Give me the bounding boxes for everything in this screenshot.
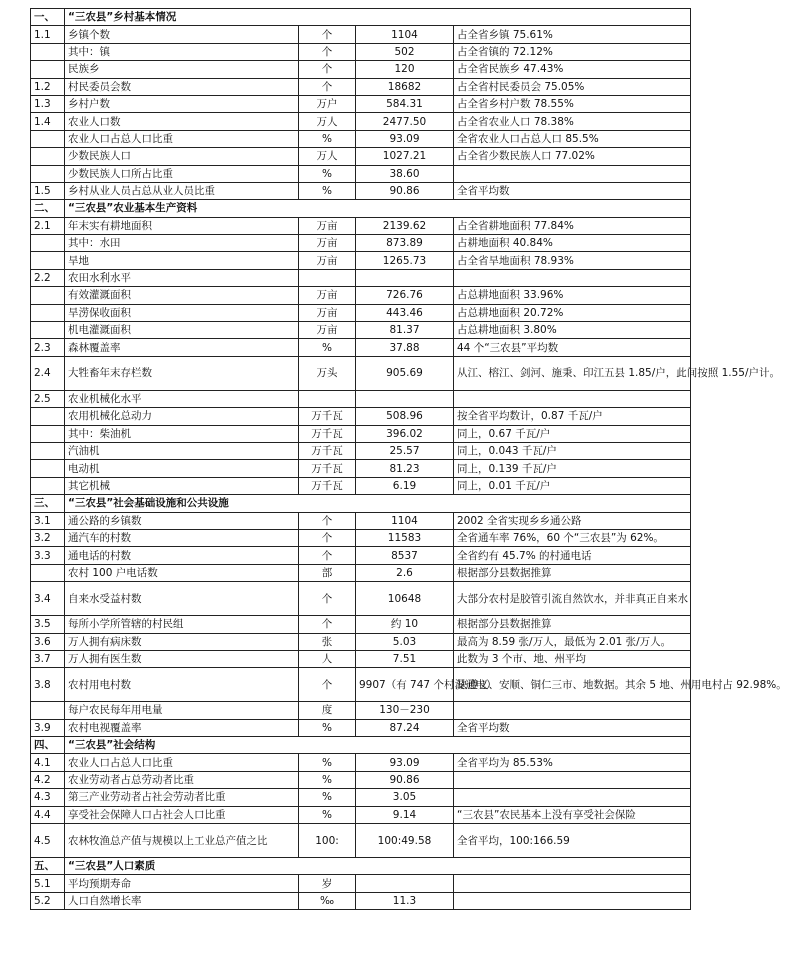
table-row [31, 339, 691, 356]
item-name: 自来水受益村数 [65, 582, 299, 616]
item-name: 通电话的村数 [65, 547, 299, 564]
value-cell: 9907（有 747 个村没通电） [356, 668, 454, 702]
item-code: 4.4 [31, 806, 65, 823]
table-row [31, 771, 691, 788]
unit-cell: 个 [299, 61, 356, 78]
value-cell [356, 390, 454, 407]
note-cell: 此数为 3 个市、地、州平均 [454, 650, 691, 667]
table-row [31, 61, 691, 78]
section-header-row [31, 495, 691, 512]
value-cell: 584.31 [356, 95, 454, 112]
unit-cell: % [299, 754, 356, 771]
table-row [31, 892, 691, 909]
item-code: 3.1 [31, 512, 65, 529]
item-name: 少数民族人口 [65, 148, 299, 165]
unit-cell: % [299, 339, 356, 356]
item-code: 3.6 [31, 633, 65, 650]
table-row [31, 564, 691, 581]
unit-cell: 个 [299, 26, 356, 43]
table-row [31, 269, 691, 286]
unit-cell: 人 [299, 650, 356, 667]
value-cell: 90.86 [356, 771, 454, 788]
table-row [31, 287, 691, 304]
value-cell: 3.05 [356, 789, 454, 806]
table-row [31, 754, 691, 771]
item-name: 农用机械化总动力 [65, 408, 299, 425]
value-cell: 25.57 [356, 442, 454, 459]
item-code: 2.1 [31, 217, 65, 234]
item-name: 万人拥有病床数 [65, 633, 299, 650]
item-code: 1.2 [31, 78, 65, 95]
table-row [31, 806, 691, 823]
unit-cell: 个 [299, 616, 356, 633]
value-cell: 6.19 [356, 477, 454, 494]
table-row [31, 702, 691, 719]
section-title: “三农县”人口素质 [65, 858, 691, 875]
item-name: 其中：镇 [65, 43, 299, 60]
value-cell: 18682 [356, 78, 454, 95]
note-cell: 占全省民族乡 47.43% [454, 61, 691, 78]
item-code: 2.2 [31, 269, 65, 286]
note-cell: 全省平均为 85.53% [454, 754, 691, 771]
note-cell: 占全省少数民族人口 77.02% [454, 148, 691, 165]
note-cell: 大部分农村是胶管引流自然饮水，并非真正自来水 [454, 582, 691, 616]
item-name: 电动机 [65, 460, 299, 477]
item-code: 4.1 [31, 754, 65, 771]
item-name: 农村电视覆盖率 [65, 719, 299, 736]
item-code: 3.4 [31, 582, 65, 616]
table-row [31, 217, 691, 234]
table-row [31, 789, 691, 806]
note-cell: 同上，0.67 千瓦/户 [454, 425, 691, 442]
table-row [31, 529, 691, 546]
value-cell: 11.3 [356, 892, 454, 909]
note-cell: 全省平均数 [454, 182, 691, 199]
unit-cell: % [299, 771, 356, 788]
item-code [31, 287, 65, 304]
note-cell: 2002 全省实现乡乡通公路 [454, 512, 691, 529]
item-code [31, 252, 65, 269]
item-code: 3.7 [31, 650, 65, 667]
table-row [31, 78, 691, 95]
table-row [31, 322, 691, 339]
unit-cell: 万亩 [299, 322, 356, 339]
item-code: 3.2 [31, 529, 65, 546]
item-name: 农村 100 户电话数 [65, 564, 299, 581]
unit-cell: % [299, 182, 356, 199]
item-code: 3.5 [31, 616, 65, 633]
value-cell: 93.09 [356, 754, 454, 771]
table-row [31, 460, 691, 477]
item-code [31, 304, 65, 321]
section-number: 一、 [31, 9, 65, 26]
value-cell: 81.37 [356, 322, 454, 339]
item-code [31, 408, 65, 425]
item-code [31, 322, 65, 339]
value-cell: 100:49.58 [356, 824, 454, 858]
unit-cell: 度 [299, 702, 356, 719]
table-row [31, 165, 691, 182]
value-cell: 1027.21 [356, 148, 454, 165]
item-code: 2.5 [31, 390, 65, 407]
note-cell: 全省平均，100:166.59 [454, 824, 691, 858]
table-row [31, 130, 691, 147]
item-name: 农业人口占总人口比重 [65, 754, 299, 771]
unit-cell: 万亩 [299, 235, 356, 252]
item-code [31, 165, 65, 182]
item-name: 农业人口数 [65, 113, 299, 130]
note-cell [454, 269, 691, 286]
value-cell: 8537 [356, 547, 454, 564]
note-cell: 占全省乡镇 75.61% [454, 26, 691, 43]
value-cell: 约 10 [356, 616, 454, 633]
note-cell [454, 702, 691, 719]
unit-cell: 个 [299, 43, 356, 60]
item-code [31, 61, 65, 78]
table-row [31, 875, 691, 892]
item-name: 年末实有耕地面积 [65, 217, 299, 234]
unit-cell: % [299, 789, 356, 806]
table-row [31, 668, 691, 702]
item-name: 通汽车的村数 [65, 529, 299, 546]
section-title: “三农县”社会基础设施和公共设施 [65, 495, 691, 512]
note-cell: 占全省农业人口 78.38% [454, 113, 691, 130]
note-cell [454, 892, 691, 909]
item-name: 旱地 [65, 252, 299, 269]
note-cell: 全省农业人口占总人口 85.5% [454, 130, 691, 147]
item-code: 1.4 [31, 113, 65, 130]
table-row [31, 477, 691, 494]
item-name: 乡村从业人员占总从业人员比重 [65, 182, 299, 199]
unit-cell: 个 [299, 547, 356, 564]
value-cell: 87.24 [356, 719, 454, 736]
unit-cell: 个 [299, 582, 356, 616]
item-code [31, 460, 65, 477]
value-cell [356, 269, 454, 286]
note-cell: 缺遵义、安顺、铜仁三市、地数据。其余 5 地、州用电村占 92.98%。 [454, 668, 691, 702]
note-cell [454, 789, 691, 806]
item-name: 农业人口占总人口比重 [65, 130, 299, 147]
unit-cell: 万亩 [299, 252, 356, 269]
table-row [31, 408, 691, 425]
item-code: 2.3 [31, 339, 65, 356]
unit-cell: 万人 [299, 113, 356, 130]
note-cell: “三农县”农民基本上没有享受社会保险 [454, 806, 691, 823]
item-code [31, 477, 65, 494]
item-code [31, 442, 65, 459]
section-header-row [31, 9, 691, 26]
value-cell: 5.03 [356, 633, 454, 650]
item-code: 3.3 [31, 547, 65, 564]
rural-county-statistics-table [30, 8, 787, 910]
unit-cell: % [299, 165, 356, 182]
item-name: 通公路的乡镇数 [65, 512, 299, 529]
unit-cell: 万千瓦 [299, 442, 356, 459]
item-name: 汽油机 [65, 442, 299, 459]
unit-cell: 万亩 [299, 287, 356, 304]
note-cell: 全省通车率 76%，60 个“三农县”为 62%。 [454, 529, 691, 546]
item-code [31, 130, 65, 147]
unit-cell: % [299, 806, 356, 823]
unit-cell: % [299, 130, 356, 147]
item-code: 4.5 [31, 824, 65, 858]
value-cell: 130－230 [356, 702, 454, 719]
unit-cell: 100: [299, 824, 356, 858]
unit-cell: 个 [299, 78, 356, 95]
table-row [31, 148, 691, 165]
table-row [31, 824, 691, 858]
section-title: “三农县”农业基本生产资料 [65, 200, 691, 217]
note-cell: 同上，0.139 千瓦/户 [454, 460, 691, 477]
section-number: 三、 [31, 495, 65, 512]
value-cell: 10648 [356, 582, 454, 616]
item-code [31, 43, 65, 60]
item-name: 其中：水田 [65, 235, 299, 252]
note-cell: 同上，0.01 千瓦/户 [454, 477, 691, 494]
unit-cell: 个 [299, 529, 356, 546]
value-cell: 38.60 [356, 165, 454, 182]
item-name: 农业机械化水平 [65, 390, 299, 407]
unit-cell [299, 269, 356, 286]
item-name: 每所小学所管辖的村民组 [65, 616, 299, 633]
value-cell: 81.23 [356, 460, 454, 477]
item-code: 1.1 [31, 26, 65, 43]
item-name: 村民委员会数 [65, 78, 299, 95]
table-row [31, 390, 691, 407]
note-cell [454, 875, 691, 892]
item-code [31, 235, 65, 252]
item-name: 农林牧渔总产值与规模以上工业总产值之比 [65, 824, 299, 858]
section-title: “三农县”乡村基本情况 [65, 9, 691, 26]
item-code: 3.9 [31, 719, 65, 736]
unit-cell: 万户 [299, 95, 356, 112]
unit-cell: 岁 [299, 875, 356, 892]
value-cell: 11583 [356, 529, 454, 546]
item-name: 农业劳动者占总劳动者比重 [65, 771, 299, 788]
item-code: 4.3 [31, 789, 65, 806]
value-cell [356, 875, 454, 892]
table-row [31, 547, 691, 564]
note-cell: 占全省村民委员会 75.05% [454, 78, 691, 95]
item-code [31, 425, 65, 442]
section-header-row [31, 858, 691, 875]
unit-cell: 个 [299, 512, 356, 529]
item-name: 其它机械 [65, 477, 299, 494]
table-row [31, 95, 691, 112]
unit-cell [299, 390, 356, 407]
table-row [31, 512, 691, 529]
item-name: 森林覆盖率 [65, 339, 299, 356]
item-name: 农村用电村数 [65, 668, 299, 702]
item-name: 机电灌溉面积 [65, 322, 299, 339]
note-cell: 全省约有 45.7% 的村通电话 [454, 547, 691, 564]
unit-cell: 万亩 [299, 304, 356, 321]
value-cell: 1104 [356, 512, 454, 529]
note-cell: 根据部分县数据推算 [454, 616, 691, 633]
value-cell: 2.6 [356, 564, 454, 581]
table-row [31, 356, 691, 390]
section-title: “三农县”社会结构 [65, 737, 691, 754]
value-cell: 9.14 [356, 806, 454, 823]
value-cell: 508.96 [356, 408, 454, 425]
note-cell: 最高为 8.59 张/万人，最低为 2.01 张/万人。 [454, 633, 691, 650]
unit-cell: ‰ [299, 892, 356, 909]
note-cell [454, 390, 691, 407]
item-code: 1.5 [31, 182, 65, 199]
item-name: 乡镇个数 [65, 26, 299, 43]
section-header-row [31, 200, 691, 217]
unit-cell: % [299, 719, 356, 736]
note-cell: 44 个“三农县”平均数 [454, 339, 691, 356]
note-cell: 占总耕地面积 3.80% [454, 322, 691, 339]
item-name: 人口自然增长率 [65, 892, 299, 909]
item-name: 农田水利水平 [65, 269, 299, 286]
item-name: 旱涝保收面积 [65, 304, 299, 321]
value-cell: 443.46 [356, 304, 454, 321]
item-name: 第三产业劳动者占社会劳动者比重 [65, 789, 299, 806]
note-cell: 占全省镇的 72.12% [454, 43, 691, 60]
value-cell: 90.86 [356, 182, 454, 199]
unit-cell: 张 [299, 633, 356, 650]
value-cell: 502 [356, 43, 454, 60]
item-name: 万人拥有医生数 [65, 650, 299, 667]
item-name: 其中：柴油机 [65, 425, 299, 442]
unit-cell: 万亩 [299, 217, 356, 234]
section-number: 五、 [31, 858, 65, 875]
note-cell [454, 165, 691, 182]
item-code [31, 564, 65, 581]
value-cell: 905.69 [356, 356, 454, 390]
value-cell: 1265.73 [356, 252, 454, 269]
table-row [31, 235, 691, 252]
note-cell: 全省平均数 [454, 719, 691, 736]
unit-cell: 万头 [299, 356, 356, 390]
table-row [31, 650, 691, 667]
item-name: 民族乡 [65, 61, 299, 78]
note-cell: 占全省乡村户数 78.55% [454, 95, 691, 112]
item-code: 2.4 [31, 356, 65, 390]
section-number: 二、 [31, 200, 65, 217]
item-name: 有效灌溉面积 [65, 287, 299, 304]
unit-cell: 万千瓦 [299, 460, 356, 477]
note-cell: 占全省旱地面积 78.93% [454, 252, 691, 269]
item-code: 3.8 [31, 668, 65, 702]
unit-cell: 部 [299, 564, 356, 581]
value-cell: 7.51 [356, 650, 454, 667]
item-name: 大牲畜年末存栏数 [65, 356, 299, 390]
unit-cell: 个 [299, 668, 356, 702]
table-row [31, 442, 691, 459]
note-cell: 占全省耕地面积 77.84% [454, 217, 691, 234]
unit-cell: 万人 [299, 148, 356, 165]
table-row [31, 633, 691, 650]
table-row [31, 719, 691, 736]
item-code: 1.3 [31, 95, 65, 112]
value-cell: 1104 [356, 26, 454, 43]
table-row [31, 182, 691, 199]
table-row [31, 252, 691, 269]
item-name: 每户农民每年用电量 [65, 702, 299, 719]
item-code: 4.2 [31, 771, 65, 788]
section-header-row [31, 737, 691, 754]
table-body [31, 9, 787, 910]
note-cell: 占耕地面积 40.84% [454, 235, 691, 252]
note-cell: 按全省平均数计，0.87 千瓦/户 [454, 408, 691, 425]
table-row [31, 304, 691, 321]
item-code [31, 148, 65, 165]
item-code: 5.2 [31, 892, 65, 909]
table-row [31, 26, 691, 43]
table-row [31, 43, 691, 60]
table-row [31, 616, 691, 633]
table-row [31, 113, 691, 130]
item-name: 乡村户数 [65, 95, 299, 112]
item-code: 5.1 [31, 875, 65, 892]
item-name: 享受社会保障人口占社会人口比重 [65, 806, 299, 823]
item-name: 平均预期寿命 [65, 875, 299, 892]
value-cell: 726.76 [356, 287, 454, 304]
item-code [31, 702, 65, 719]
value-cell: 396.02 [356, 425, 454, 442]
value-cell: 37.88 [356, 339, 454, 356]
value-cell: 93.09 [356, 130, 454, 147]
note-cell: 从江、榕江、剑河、施秉、印江五县 1.85/户，此间按照 1.55/户计。 [454, 356, 691, 390]
value-cell: 873.89 [356, 235, 454, 252]
unit-cell: 万千瓦 [299, 408, 356, 425]
value-cell: 120 [356, 61, 454, 78]
note-cell: 根据部分县数据推算 [454, 564, 691, 581]
unit-cell: 万千瓦 [299, 477, 356, 494]
table-row [31, 582, 691, 616]
value-cell: 2139.62 [356, 217, 454, 234]
section-number: 四、 [31, 737, 65, 754]
note-cell: 同上，0.043 千瓦/户 [454, 442, 691, 459]
note-cell: 占总耕地面积 33.96% [454, 287, 691, 304]
unit-cell: 万千瓦 [299, 425, 356, 442]
table-row [31, 425, 691, 442]
note-cell [454, 771, 691, 788]
value-cell: 2477.50 [356, 113, 454, 130]
note-cell: 占总耕地面积 20.72% [454, 304, 691, 321]
item-name: 少数民族人口所占比重 [65, 165, 299, 182]
